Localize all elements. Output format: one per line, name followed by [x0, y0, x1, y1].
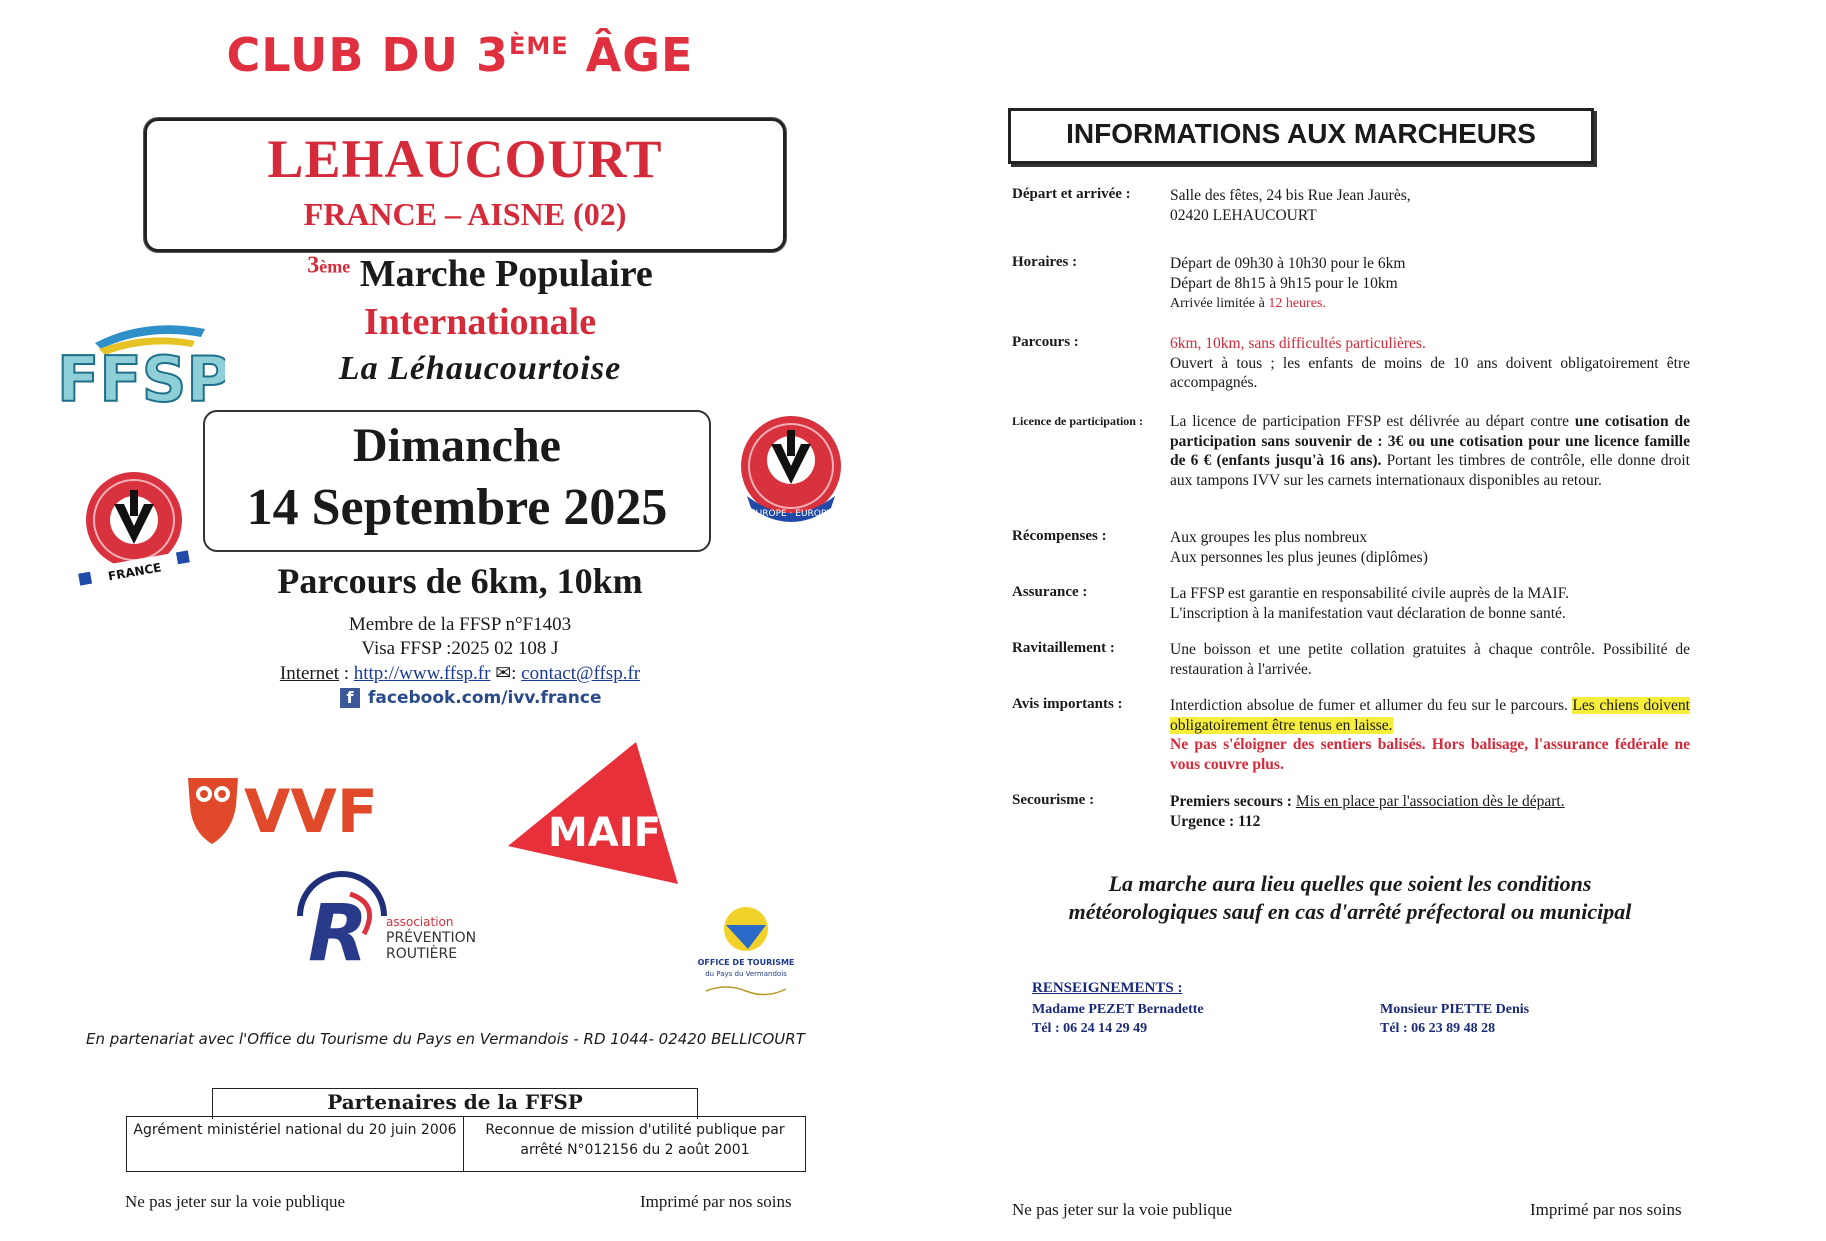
office-tourisme-logo	[686, 905, 806, 1003]
parcours-label: Parcours :	[1012, 334, 1079, 350]
marche-title: $^{3ème}$ Marche Populaire	[307, 252, 653, 295]
licence-label: Licence de participation :	[1012, 414, 1143, 428]
event-name: La Léhaucourtoise	[338, 350, 622, 387]
club-title: CLUB DU 3ÈME ÂGE	[226, 28, 694, 82]
internet-line: Internet : http://www.ffsp.fr ✉: contact@ffsp.fr	[279, 663, 641, 684]
partners-title: Partenaires de la FFSP	[327, 1090, 583, 1114]
horaires-value: Départ de 09h30 à 10h30 pour le 6km Départ de 8h15 à 9h15 pour le 10km Arrivée limitée à 12 heures.	[1170, 255, 1406, 311]
svg-text:VVF: VVF	[244, 777, 378, 847]
secourisme-value: Premiers secours : Mis en place par l'association dès le départ. Urgence : 112	[1170, 793, 1565, 830]
left-footer-recycle-note: Ne pas jeter sur la voie publique	[125, 1192, 345, 1211]
licence-value: La licence de participation FFSP est délivrée au départ contre une cotisation de participation sans souvenir de : 3€ ou une cotisation pour une licence famille de 6 € (enfants jusqu'à 16 ans). Portant les timbres de contrôle, elle donne droit aux tampons IVV sur les carnets internationaux disponibles au retour.	[1170, 413, 1690, 489]
svg-text:ROUTIÈRE: ROUTIÈRE	[386, 946, 458, 962]
depart-value: Salle des fêtes, 24 bis Rue Jean Jaurès, 02420 LEHAUCOURT	[1170, 187, 1411, 224]
marche-internationale: Internationale	[363, 301, 597, 343]
svg-text:OFFICE DE TOURISME: OFFICE DE TOURISME	[697, 958, 795, 967]
facebook-icon: f	[340, 688, 360, 708]
svg-text:FRANCE: FRANCE	[106, 560, 163, 584]
ravitaillement-label: Ravitaillement :	[1012, 640, 1115, 656]
depart-label: Départ et arrivée :	[1012, 186, 1131, 202]
partenariat-text: En partenariat avec l'Office du Tourisme du Pays en Vermandois - RD 1044- 02420 BELLICOURT	[86, 1030, 805, 1048]
avis-chiens-highlight: Les chiens doivent obligatoirement être tenus en laisse.	[1170, 697, 1690, 734]
facebook-link[interactable]: facebook.com/ivv.france	[368, 688, 602, 708]
event-date: 14 Septembre 2025	[246, 479, 668, 536]
svg-text:EUROPE · EUROPE: EUROPE · EUROPE	[749, 509, 833, 519]
avis-warning: Ne pas s'éloigner des sentiers balisés. Hors balisage, l'assurance fédérale ne vous couvre plus.	[1170, 736, 1690, 773]
svg-text:R: R	[308, 889, 369, 968]
left-footer-printed: Imprimé par nos soins	[640, 1192, 792, 1211]
renseignements-label: RENSEIGNEMENTS :	[1032, 980, 1183, 996]
membre-ffsp: Membre de la FFSP n°F1403	[348, 614, 572, 635]
region-name: FRANCE – AISNE (02)	[303, 196, 627, 232]
prevention-routiere-logo	[290, 864, 510, 968]
avis-value: Interdiction absolue de fumer et allumer du feu sur le parcours. Les chiens doivent obligatoirement être tenus en laisse. Ne pas s'éloigner des sentiers balisés. Hors balisage, l'assurance fédérale ne vous couvre plus.	[1170, 697, 1690, 773]
vvf-logo	[184, 770, 414, 850]
avis-label: Avis importants :	[1012, 696, 1123, 712]
city-name: LEHAUCOURT	[267, 129, 663, 189]
assurance-label: Assurance :	[1012, 584, 1088, 600]
svg-text:association: association	[386, 915, 454, 929]
svg-text:PRÉVENTION: PRÉVENTION	[386, 930, 477, 946]
secourisme-label: Secourisme :	[1012, 792, 1095, 808]
meteo-notice: La marche aura lieu quelles que soient les conditions météorologiques sauf en cas d'arrêté préfectoral ou municipal	[1068, 871, 1632, 924]
maif-logo	[508, 742, 678, 888]
ffsp-logo	[55, 315, 225, 415]
recompenses-label: Récompenses :	[1012, 528, 1107, 544]
partners-mission: Reconnue de mission d'utilité publique par arrêté N°012156 du 2 août 2001	[485, 1122, 785, 1158]
event-day: Dimanche	[353, 419, 561, 472]
contact-email-link[interactable]: contact@ffsp.fr	[521, 663, 641, 684]
internet-label: Internet	[279, 663, 339, 684]
assurance-value: La FFSP est garantie en responsabilité civile auprès de la MAIF. L'inscription à la manifestation vaut déclaration de bonne santé.	[1170, 585, 1569, 622]
ivv-europe-logo	[735, 412, 847, 534]
contact-piette: Monsieur PIETTE Denis Tél : 06 23 89 48 28	[1380, 1002, 1530, 1036]
recompenses-value: Aux groupes les plus nombreux Aux personnes les plus jeunes (diplômes)	[1170, 529, 1428, 566]
svg-text:MAIF: MAIF	[548, 810, 661, 856]
parcours-value: 6km, 10km, sans difficultés particulières. Ouvert à tous ; les enfants de moins de 10 ans doivent obligatoirement être accompagnés.	[1170, 335, 1690, 391]
svg-text:du Pays du Vermandois: du Pays du Vermandois	[705, 970, 787, 978]
ravitaillement-value: Une boisson et une petite collation gratuites à chaque contrôle. Possibilité de restauration à l'arrivée.	[1170, 641, 1690, 678]
right-footer-recycle-note: Ne pas jeter sur la voie publique	[1012, 1200, 1232, 1219]
ivv-france-logo	[78, 468, 190, 586]
info-title: INFORMATIONS AUX MARCHEURS	[1066, 118, 1536, 149]
parcours-distances: Parcours de 6km, 10km	[277, 561, 643, 601]
ffsp-website-link[interactable]: http://www.ffsp.fr	[353, 663, 491, 684]
right-footer-printed: Imprimé par nos soins	[1530, 1200, 1682, 1219]
partners-agrement: Agrément ministériel national du 20 juin 2006	[133, 1122, 457, 1138]
partners-divider	[463, 1116, 464, 1172]
svg-text:FFSP: FFSP	[57, 343, 225, 415]
contact-pezet: Madame PEZET Bernadette Tél : 06 24 14 29 49	[1032, 1002, 1204, 1036]
visa-ffsp: Visa FFSP :2025 02 108 J	[361, 638, 559, 659]
mail-icon: ✉	[495, 663, 512, 684]
horaires-label: Horaires :	[1012, 254, 1078, 270]
facebook-line	[340, 688, 640, 708]
